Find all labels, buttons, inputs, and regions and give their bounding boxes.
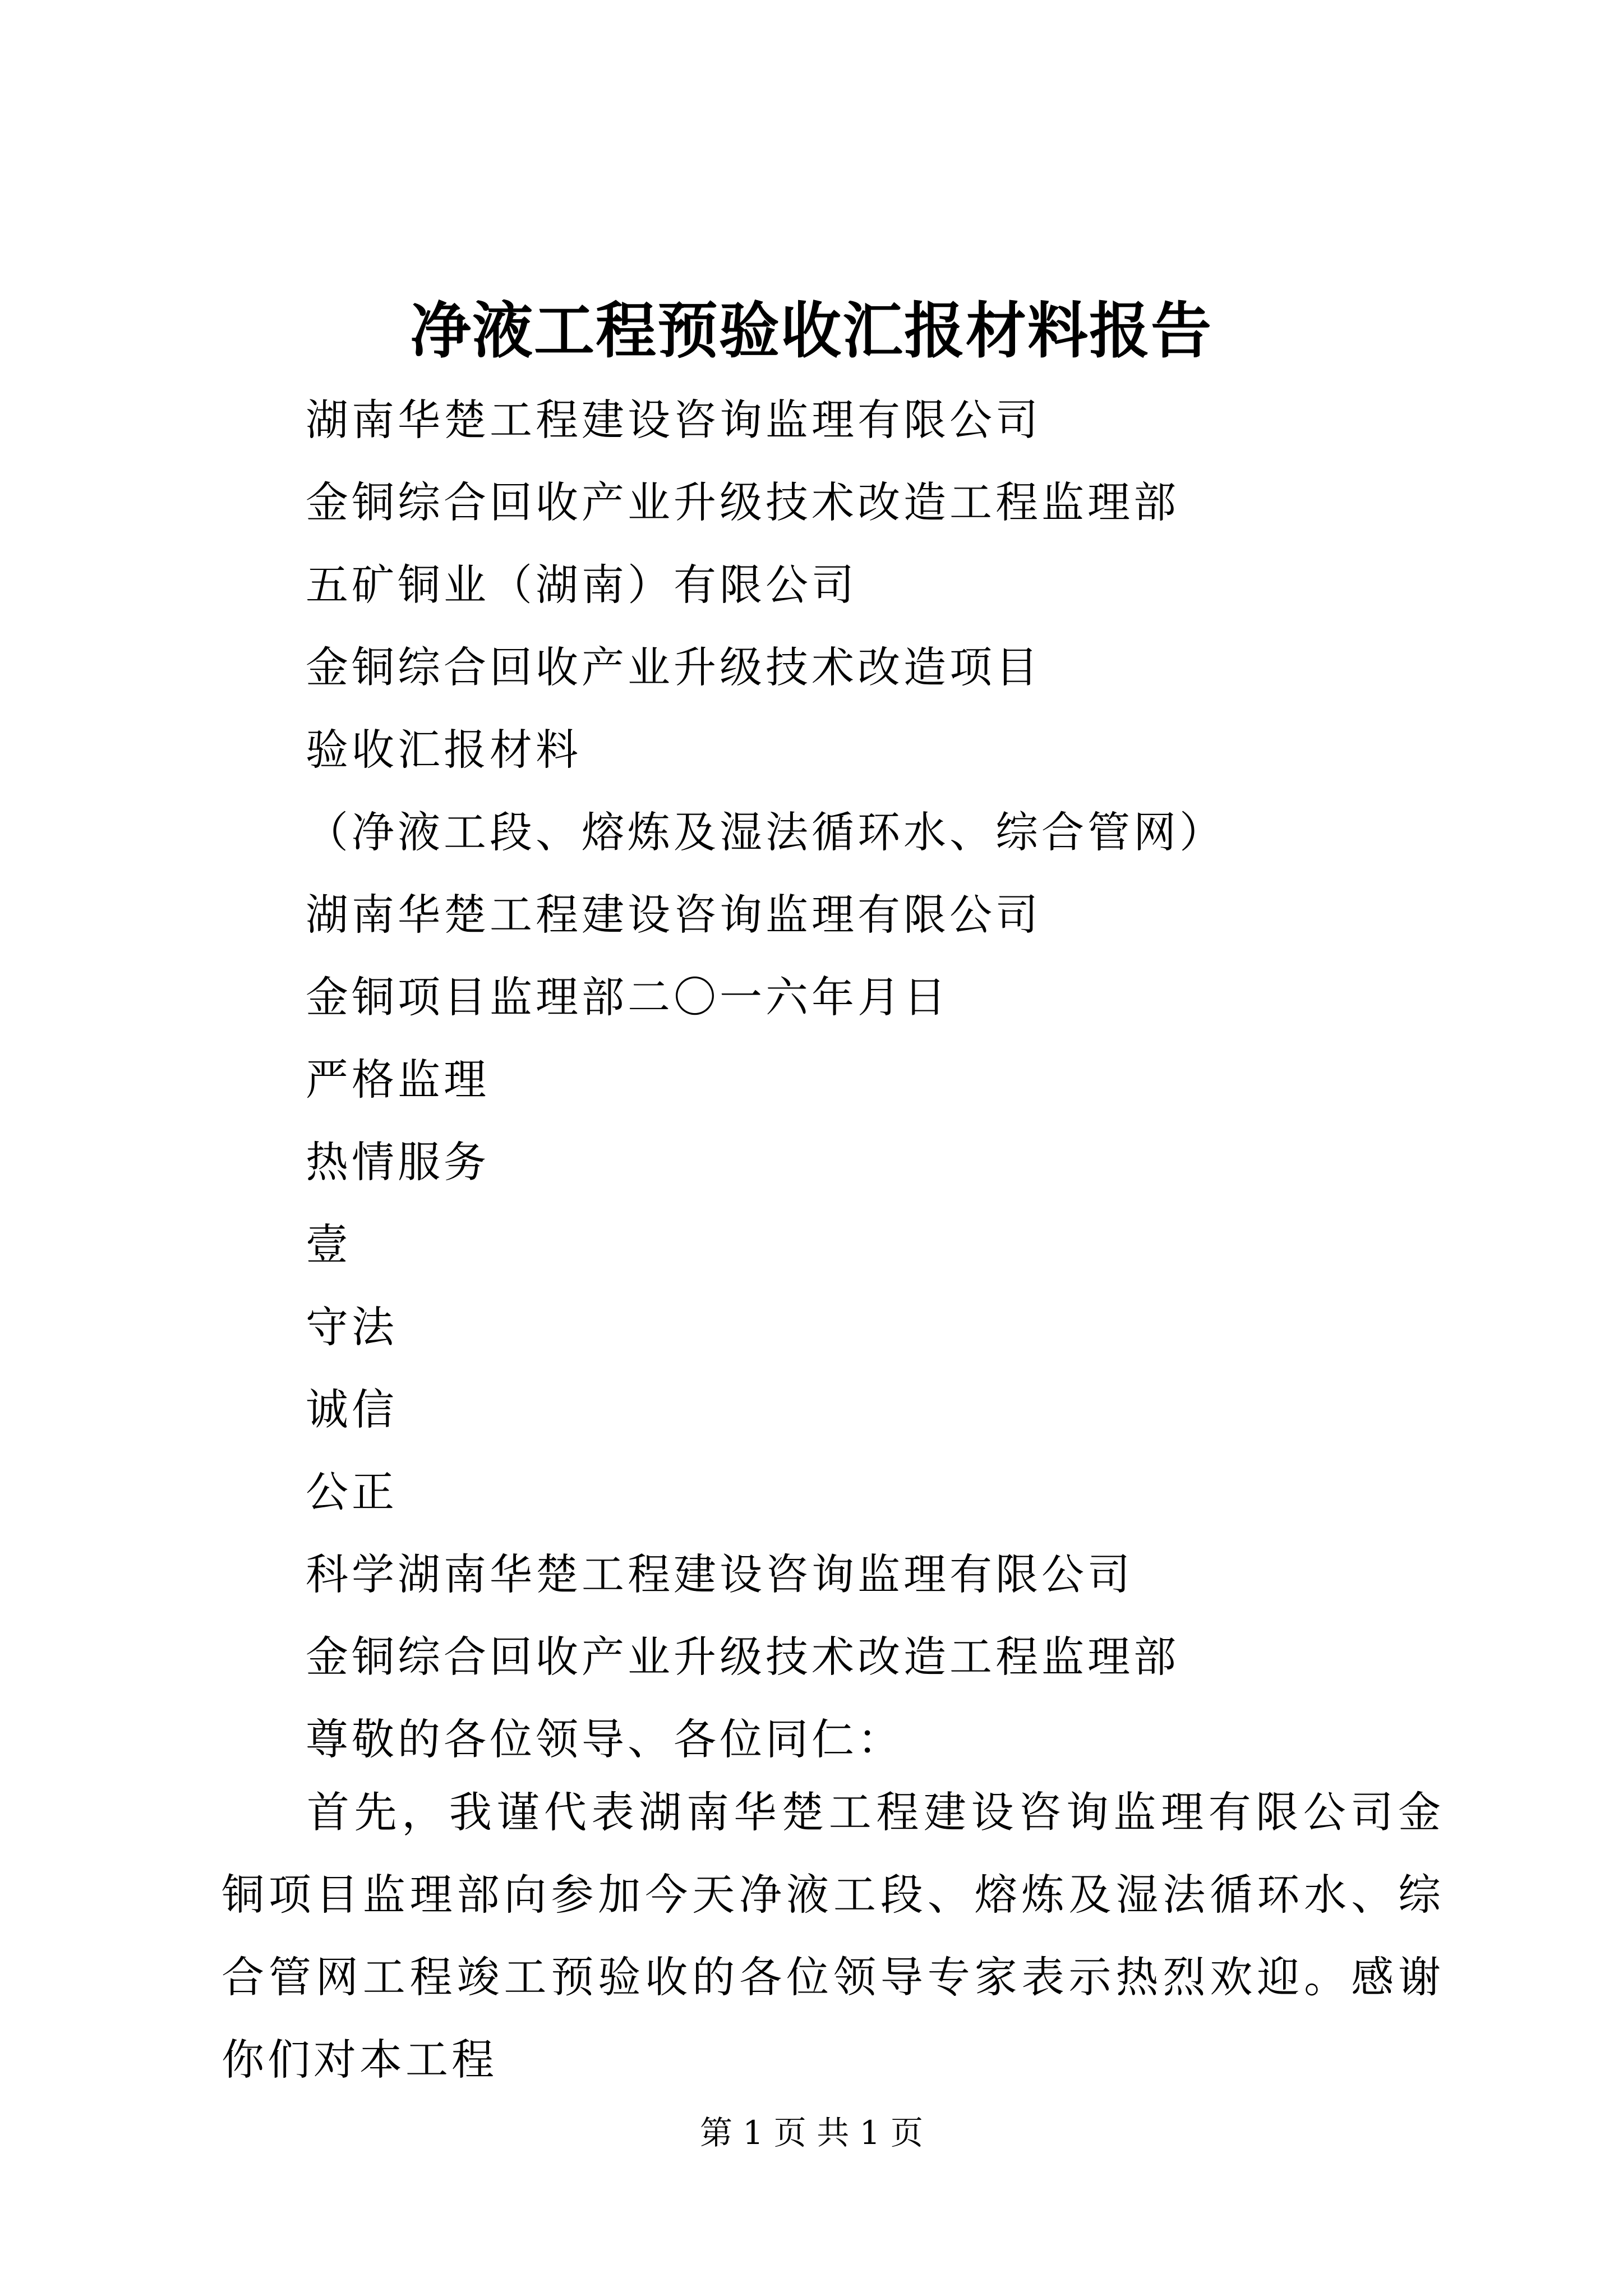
text-line: 严格监理 xyxy=(306,1055,490,1105)
text-line: 五矿铜业（湖南）有限公司 xyxy=(306,560,857,610)
text-line: 壹 xyxy=(306,1220,352,1269)
text-line: 验收汇报材料 xyxy=(306,725,582,775)
text-line: 金铜综合回收产业升级技术改造工程监理部 xyxy=(306,477,1179,527)
text-line: 金铜综合回收产业升级技术改造项目 xyxy=(306,642,1041,692)
text-line: 诚信 xyxy=(306,1384,398,1434)
document-lines xyxy=(306,379,1427,1780)
text-line: （净液工段、熔炼及湿法循环水、综合管网） xyxy=(306,807,1225,857)
text-line: 尊敬的各位领导、各位同仁： xyxy=(306,1714,903,1764)
text-line: 公正 xyxy=(306,1467,398,1517)
body-paragraph: 首先，我谨代表湖南华楚工程建设咨询监理有限公司金铜项目监理部向参加今天净液工段、熔炼及湿法循环水、综合管网工程竣工预验收的各位领导专家表示热烈欢迎。感谢你们对本工程 xyxy=(222,1787,1444,2085)
text-line: 湖南华楚工程建设咨询监理有限公司 xyxy=(306,890,1041,940)
text-line: 金铜综合回收产业升级技术改造工程监理部 xyxy=(306,1632,1179,1682)
text-line: 热情服务 xyxy=(306,1137,490,1187)
text-line: 湖南华楚工程建设咨询监理有限公司 xyxy=(306,395,1041,445)
page-footer: 第 1 页 共 1 页 xyxy=(700,2114,923,2152)
text-line: 守法 xyxy=(306,1302,398,1352)
text-line: 金铜项目监理部二〇一六年月日 xyxy=(306,972,949,1022)
text-line: 科学湖南华楚工程建设咨询监理有限公司 xyxy=(306,1549,1133,1599)
document-title: 净液工程预验收汇报材料报告 xyxy=(410,296,1212,366)
